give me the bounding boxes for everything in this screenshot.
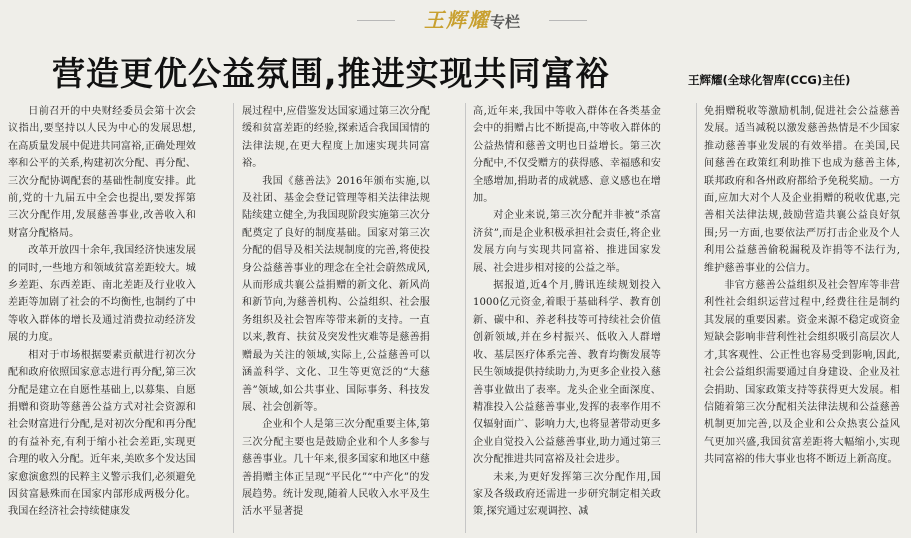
paragraph: 据报道,近4个月,腾讯连续规划投入1000亿元资金,着眼于基础科学、教育创新、碳中和、养老科技等可持续社会价值创新领域,并在乡村振兴、低收入人群增收、基层医疗体系完善、教育均衡发展等民生领域提供持续助力,为更多企业投入慈善事业做出了表率。龙头企业全面深度、精准投入公益慈善事业,发挥的表率作用不仅辐射面广、影响力大,也将显著带动更多企业自觉投入公益慈善事业,助力通过第三次分配推进共同富裕及社会进步。 — [473, 280, 661, 466]
article-headline: 营造更优公益氛围,推进实现共同富裕 — [52, 54, 610, 93]
article-column-2 — [242, 103, 430, 521]
paragraph: 未来,为更好发挥第三次分配作用,国家及各级政府还需进一步研究制定相关政策,探究通过宏观调控、减 — [473, 471, 661, 518]
paragraph: 企业和个人是第三次分配重要主体,第三次分配主要也是鼓励企业和个人多参与慈善事业。几十年来,很多国家和地区中慈善捐赠主体正呈现“平民化”“中产化”的发展趋势。统计发现,随着人民收入水平及生活水平显著提 — [242, 419, 430, 518]
header-rule-right — [549, 20, 587, 21]
article-byline: 王辉耀(全球化智库(CCG)主任) — [688, 73, 851, 87]
column-header — [357, 4, 587, 38]
paragraph: 日前召开的中央财经委员会第十次会议指出,要坚持以人民为中心的发展思想,在高质量发展中促进共同富裕,正确处理效率和公平的关系,构建初次分配、再分配、三次分配协调配套的基础性制度安排。此前,党的十九届五中全会也提出,要发挥第三次分配作用,发展慈善事业,改善收入和财富分配格局。 — [8, 106, 196, 239]
paragraph: 免捐赠税收等激励机制,促进社会公益慈善发展。适当减税以激发慈善热情是不少国家推动慈善事业发展的有效举措。在美国,民间慈善在政策红利助推下也成为慈善主体,联邦政府和各州政府都给予免税奖励。一方面,应加大对个人及企业捐赠的税收优惠,完善相关法律法规,鼓励营造共襄公益良好氛围;另一方面,也要依法严厉打击企业及个人利用公益慈善偷税漏税及诈捐等不法行为,维护慈善事业的公信力。 — [704, 106, 900, 274]
column-label — [399, 4, 545, 36]
paragraph: 非官方慈善公益组织及社会智库等非营利性社会组织运营过程中,经费往往是制约其发展的重要因素。资金来源不稳定或资金短缺会影响非营利性社会组织吸引高层次人才,其客观性、公正性也容易受到影响,因此,社会公益组织需要通过自身建设、企业及社会捐助、国家政策支持等获得更大发展。相信随着第三次分配相关法律法规和公益慈善机制更加完善,以及企业和公众热衷公益风气更加兴盛,我国贫富差距将大幅缩小,实现共同富裕的伟大事业也将不断迈上新高度。 — [704, 280, 900, 466]
paragraph: 对企业来说,第三次分配并非被“杀富济贫”,而是企业积极承担社会责任,将企业发展方向与实现共同富裕、推进国家发展、社会进步相对接的公益之举。 — [473, 210, 661, 274]
paragraph: 相对于市场根据要素贡献进行初次分配和政府依照国家意志进行再分配,第三次分配是建立在自愿性基础上,以募集、自愿捐赠和资助等慈善公益方式对社会资源和社会财富进行分配,是对初次分配和再分配的有益补充,有利于缩小社会差距,实现更合理的收入分配。近年来,美欧多个发达国家愈演愈烈的民粹主义警示我们,必须避免因贫富悬殊而在国家内部形成两极分化。我国在经济社会持续健康发 — [8, 349, 196, 518]
article-column-3 — [473, 103, 661, 521]
paragraph: 高,近年来,我国中等收入群体在各类基金会中的捐赠占比不断提高,中等收入群体的公益热情和慈善文明也日益增长。第三次分配中,不仅受赠方的获得感、幸福感和安全感增加,捐助者的成就感、意义感也在增加。 — [473, 106, 661, 205]
column-divider — [696, 103, 697, 533]
paragraph: 改革开放四十余年,我国经济快速发展的同时,一些地方和领域贫富差距较大。城乡差距、东西差距、南北差距及行业收入差距等加剧了社会的不均衡性,也制约了中等收入群体的增长及通过消费拉动经济发展的力度。 — [8, 245, 196, 344]
header-rule-left — [357, 20, 395, 21]
article-column-1 — [8, 103, 196, 521]
paragraph: 我国《慈善法》2016年颁布实施,以及社团、基金会登记管理等相关法律法规陆续建立健全,为我国现阶段实施第三次分配奠定了良好的制度基础。国家对第三次分配的倡导及相关法规制度的完善,将使投身公益慈善事业的理念在全社会蔚然成风,从而形成共襄公益捐赠的新文化、新风尚和新节向,为慈善机构、公益组织、社会服务组织及社会智库等带来新的支持。一直以来,教育、扶贫及突发性灾难等是慈善捐赠最为关注的领域,实际上,公益慈善可以涵盖科学、文化、卫生等更宽泛的“大慈善”领域,如公共事业、国际事务、科技发展、社会创新等。 — [242, 175, 430, 413]
article-column-4 — [704, 103, 900, 469]
column-author: 王辉耀 — [423, 8, 490, 32]
column-divider — [465, 103, 466, 533]
paragraph: 展过程中,应借鉴发达国家通过第三次分配缓和贫富差距的经验,探索适合我国国情的法律法规,在更大程度上加速实现共同富裕。 — [242, 106, 430, 170]
column-divider — [233, 103, 234, 533]
column-suffix: 专栏 — [489, 13, 520, 31]
